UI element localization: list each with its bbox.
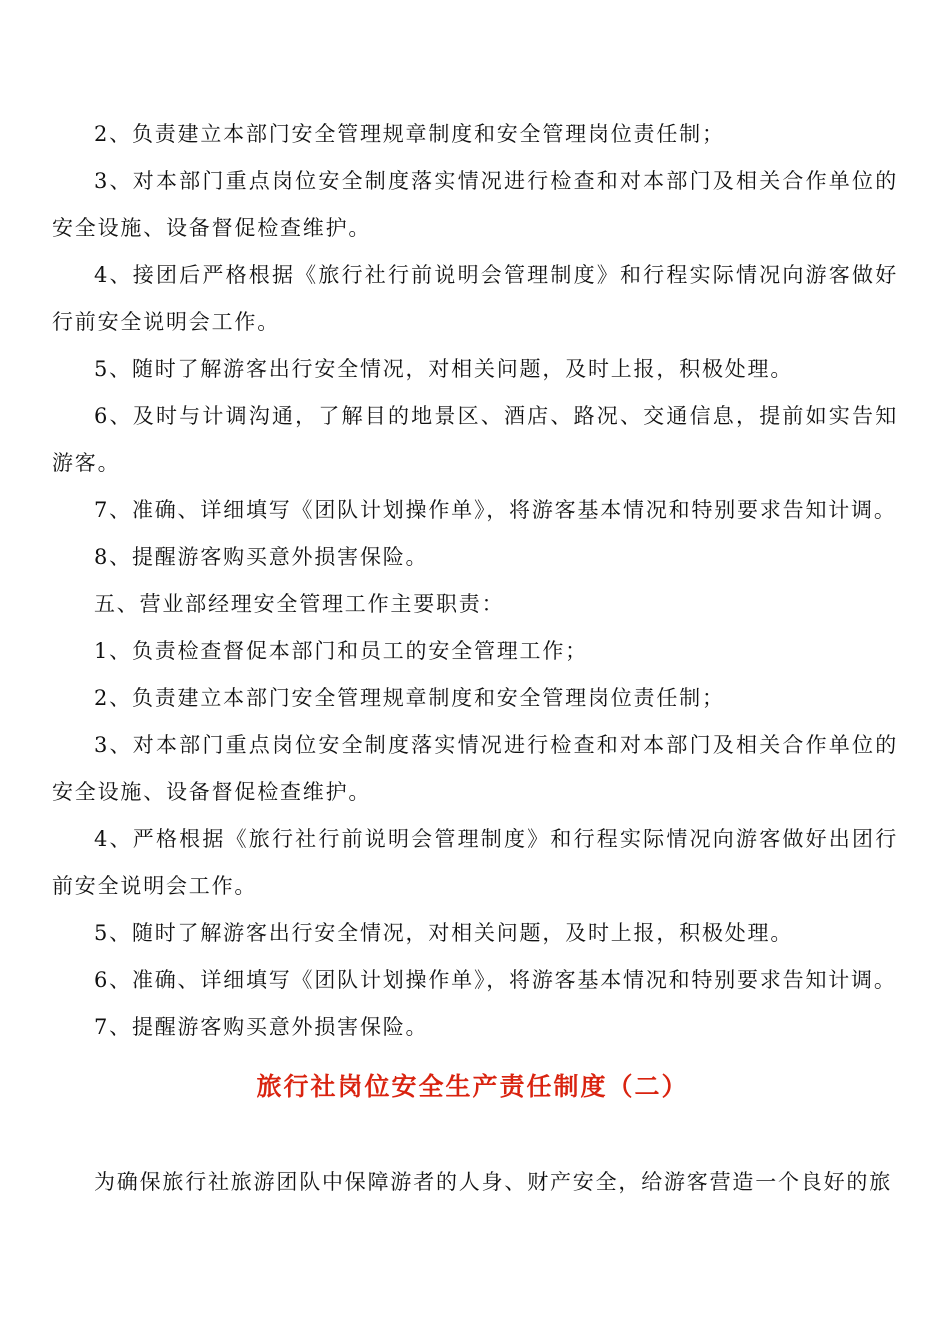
- paragraph-5-safety-status: 5、随时了解游客出行安全情况，对相关问题，及时上报，积极处理。: [94, 357, 794, 381]
- manager-duty-1: 1、负责检查督促本部门和员工的安全管理工作；: [94, 639, 588, 663]
- paragraph-8-insurance: 8、提醒游客购买意外损害保险。: [94, 545, 429, 569]
- manager-duty-5: 5、随时了解游客出行安全情况，对相关问题，及时上报，积极处理。: [94, 921, 794, 945]
- manager-duty-6: 6、准确、详细填写《团队计划操作单》，将游客基本情况和特别要求告知计调。: [94, 968, 897, 992]
- paragraph-7-operation-form: 7、准确、详细填写《团队计划操作单》，将游客基本情况和特别要求告知计调。: [94, 498, 897, 522]
- section-five-heading: 五、营业部经理安全管理工作主要职责：: [94, 592, 505, 616]
- manager-duty-7: 7、提醒游客购买意外损害保险。: [94, 1015, 429, 1039]
- paragraph-6-communication: 6、及时与计调沟通，了解目的地景区、酒店、路况、交通信息，提前如实告知游客。: [52, 404, 898, 475]
- manager-duty-2: 2、负责建立本部门安全管理规章制度和安全管理岗位责任制；: [94, 686, 725, 710]
- manager-duty-4: 4、严格根据《旅行社行前说明会管理制度》和行程实际情况向游客做好出团行前安全说明会工作。: [52, 827, 898, 898]
- manager-duty-3: 3、对本部门重点岗位安全制度落实情况进行检查和对本部门及相关合作单位的安全设施、设备督促检查维护。: [52, 733, 898, 804]
- section-title: 旅行社岗位安全生产责任制度（二）: [256, 1072, 689, 1101]
- paragraph-4-briefing: 4、接团后严格根据《旅行社行前说明会管理制度》和行程实际情况向游客做好行前安全说明会工作。: [52, 263, 898, 334]
- paragraph-3-inspection: 3、对本部门重点岗位安全制度落实情况进行检查和对本部门及相关合作单位的安全设施、设备督促检查维护。: [52, 169, 898, 240]
- paragraph-2-duty-regulations: 2、负责建立本部门安全管理规章制度和安全管理岗位责任制；: [94, 122, 725, 146]
- intro-paragraph: 为确保旅行社旅游团队中保障游者的人身、财产安全，给游客营造一个良好的旅: [94, 1170, 892, 1194]
